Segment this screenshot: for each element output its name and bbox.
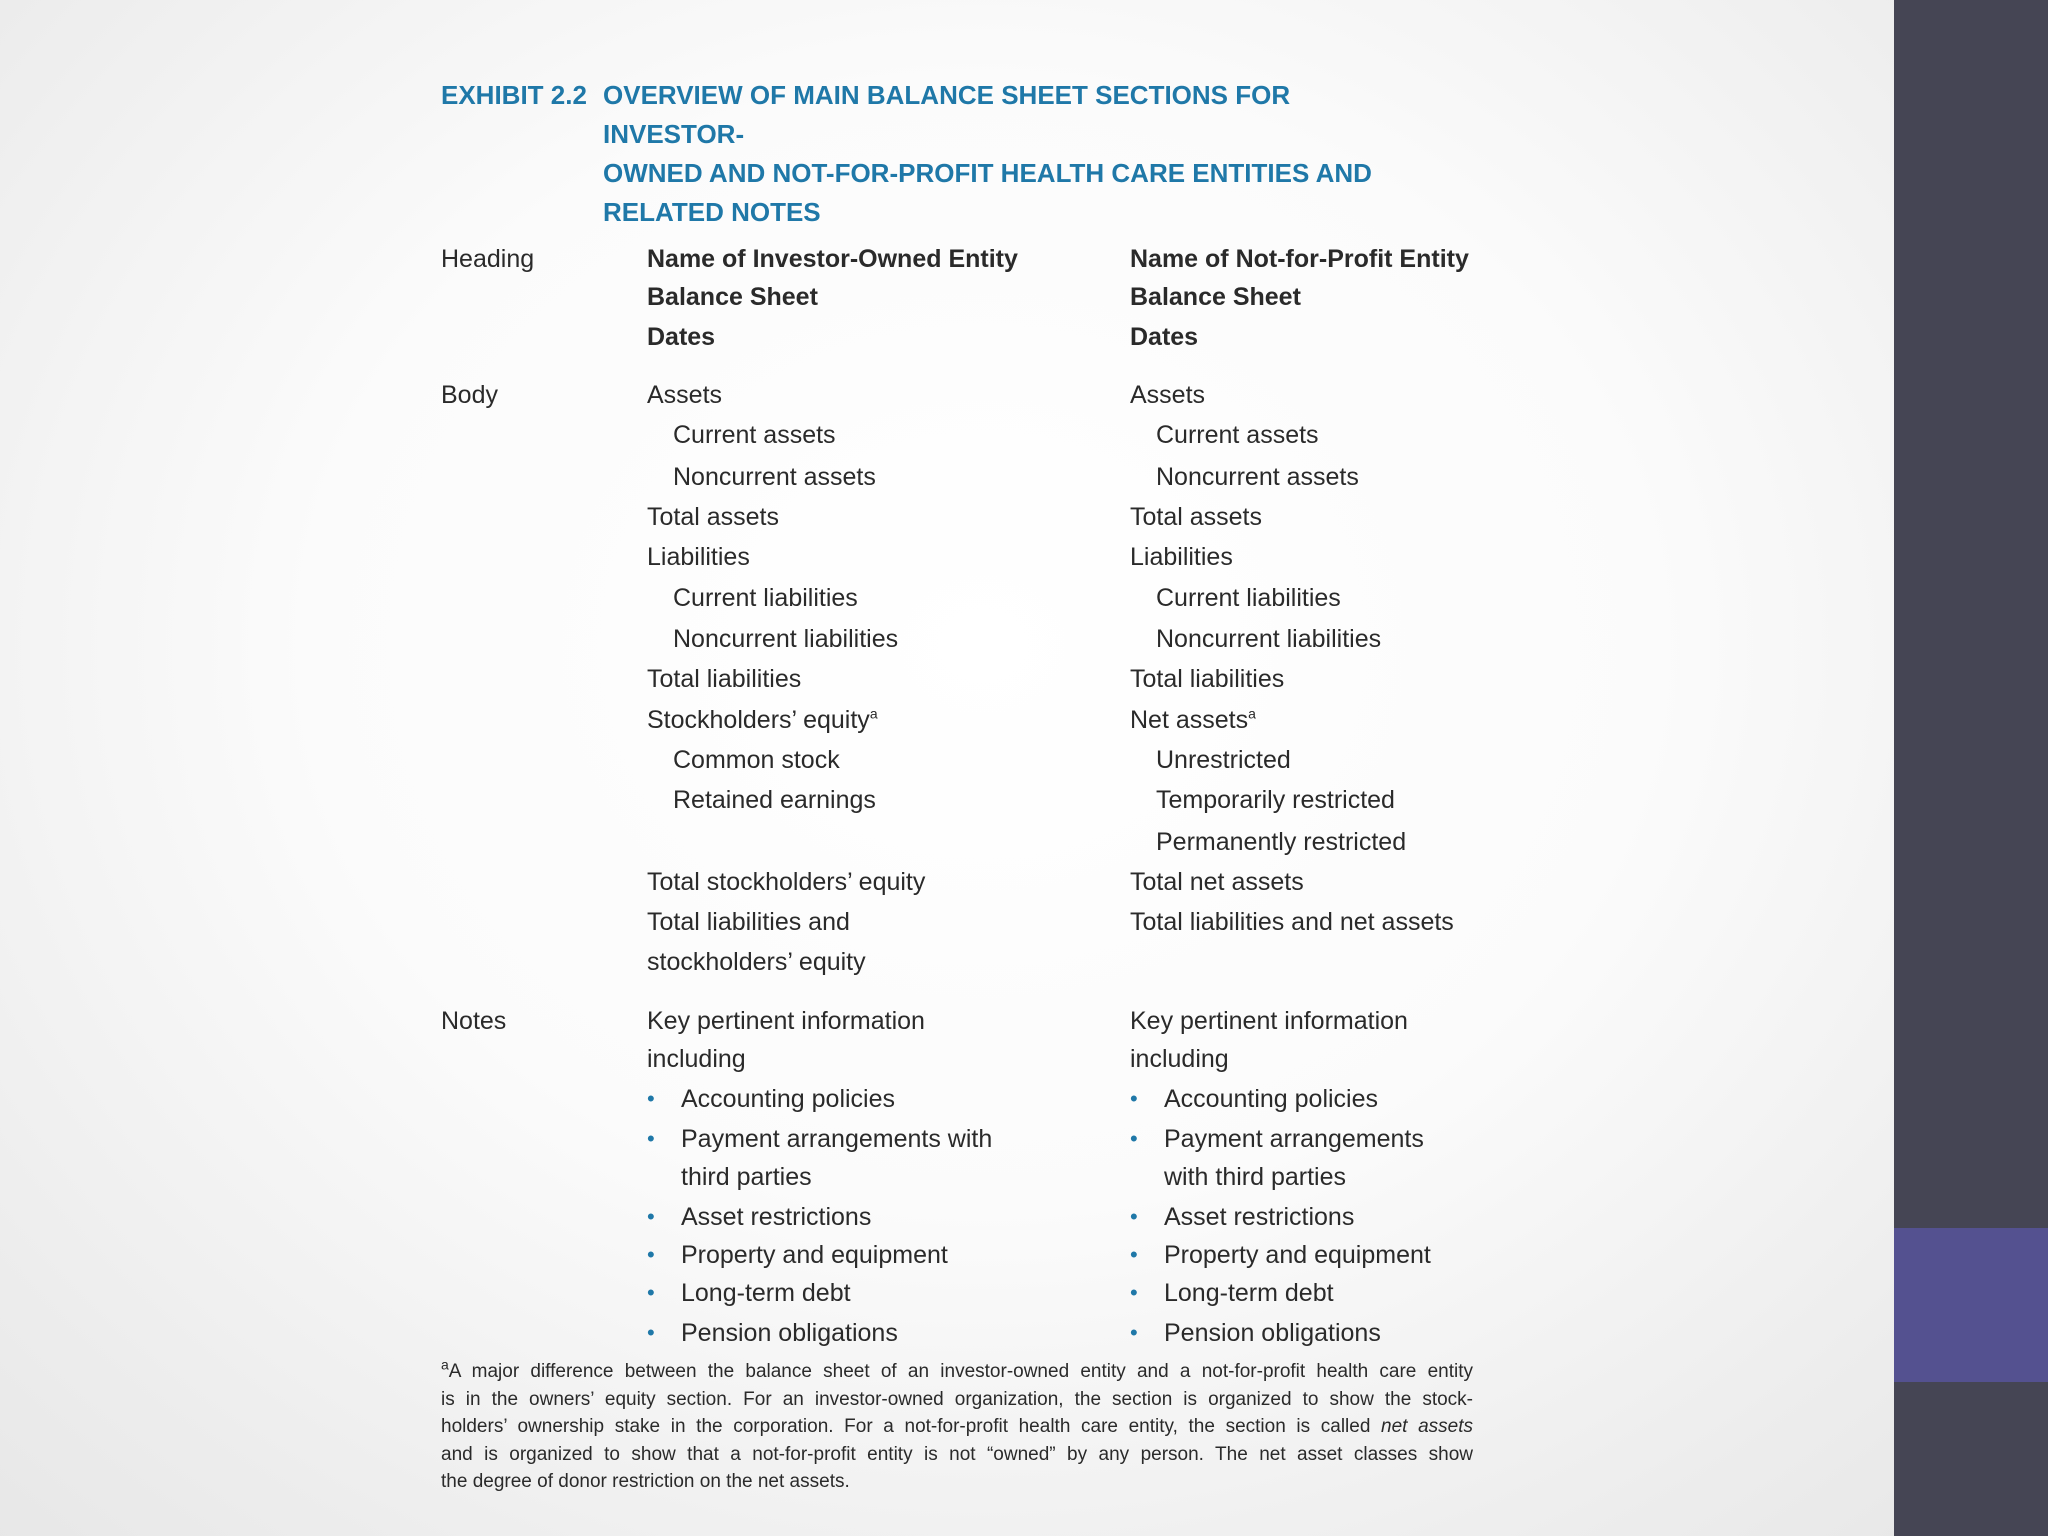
- investor-note-debt: Long-term debt: [681, 1279, 851, 1307]
- investor-equity: [647, 705, 878, 735]
- nonprofit-note-pension: Pension obligations: [1164, 1319, 1381, 1347]
- nonprofit-unrestricted: Unrestricted: [1156, 746, 1291, 774]
- nonprofit-heading-name: Name of Not-for-Profit Entity: [1130, 245, 1469, 273]
- nonprofit-net-assets-footnote-marker: a: [1248, 705, 1256, 722]
- bullet-icon: •: [1130, 1086, 1138, 1111]
- investor-notes-intro-2: including: [647, 1045, 746, 1073]
- nonprofit-current-assets: Current assets: [1156, 421, 1319, 449]
- investor-current-liabilities: Current liabilities: [673, 584, 858, 612]
- nonprofit-total-liabilities: Total liabilities: [1130, 665, 1285, 693]
- nonprofit-total-net-assets: Total net assets: [1130, 868, 1304, 896]
- investor-note-accounting: Accounting policies: [681, 1085, 896, 1113]
- footnote-line-4: and is organized to show that a not-for-profit entity is not “owned” by any person. The net asset classes show: [441, 1443, 1473, 1465]
- bullet-icon: •: [1130, 1320, 1138, 1345]
- investor-equity-label: Stockholders’ equity: [647, 706, 870, 734]
- investor-note-pension: Pension obligations: [681, 1319, 898, 1347]
- footnote-line-5: the degree of donor restriction on the net assets.: [441, 1471, 850, 1492]
- footnote-line-1-text: A major difference between the balance sheet of an investor-owned entity and a not-for-profit health care entity: [448, 1361, 1473, 1382]
- section-label-notes: Notes: [441, 1007, 507, 1035]
- investor-total-liab-equity-line-2: stockholders’ equity: [647, 948, 866, 976]
- nonprofit-net-assets: [1130, 705, 1256, 735]
- nonprofit-noncurrent-assets: Noncurrent assets: [1156, 463, 1359, 491]
- bullet-icon: •: [647, 1204, 655, 1229]
- investor-total-liab-equity-line-1: Total liabilities and: [647, 908, 850, 936]
- nonprofit-notes-intro-1: Key pertinent information: [1130, 1007, 1408, 1035]
- nonprofit-permanently-restricted: Permanently restricted: [1156, 828, 1407, 856]
- investor-total-liabilities: Total liabilities: [647, 665, 802, 693]
- bullet-icon: •: [647, 1242, 655, 1267]
- investor-note-asset-restrictions: Asset restrictions: [681, 1203, 872, 1231]
- exhibit-title-line-3: RELATED NOTES: [603, 197, 821, 227]
- nonprofit-note-payment-2: with third parties: [1164, 1163, 1347, 1191]
- investor-total-assets: Total assets: [647, 503, 780, 531]
- investor-heading-dates: Dates: [647, 323, 716, 351]
- nonprofit-total-liab-net-assets: Total liabilities and net assets: [1130, 908, 1454, 936]
- footnote-line-3: [441, 1413, 1473, 1441]
- investor-heading-name: Name of Investor-Owned Entity: [647, 245, 1018, 273]
- nonprofit-liabilities: Liabilities: [1130, 543, 1233, 571]
- exhibit-title-line-2: OWNED AND NOT-FOR-PROFIT HEALTH CARE ENTITIES AND: [603, 158, 1372, 188]
- bullet-icon: •: [647, 1320, 655, 1345]
- bullet-icon: •: [1130, 1126, 1138, 1151]
- bullet-icon: •: [647, 1280, 655, 1305]
- investor-total-equity: Total stockholders’ equity: [647, 868, 926, 896]
- footnote-marker: a: [441, 1356, 449, 1373]
- investor-notes-intro-1: Key pertinent information: [647, 1007, 925, 1035]
- nonprofit-current-liabilities: Current liabilities: [1156, 584, 1341, 612]
- footnote-line-1: [441, 1358, 1473, 1386]
- investor-heading-statement: Balance Sheet: [647, 283, 818, 311]
- footnote-line-3-emphasis: net assets: [1381, 1416, 1474, 1437]
- nonprofit-note-payment-1: Payment arrangements: [1164, 1125, 1424, 1153]
- investor-assets: Assets: [647, 381, 723, 409]
- investor-retained-earnings: Retained earnings: [673, 786, 876, 814]
- investor-liabilities: Liabilities: [647, 543, 750, 571]
- section-label-body: Body: [441, 381, 498, 409]
- investor-equity-footnote-marker: a: [869, 705, 878, 722]
- nonprofit-note-debt: Long-term debt: [1164, 1279, 1334, 1307]
- footnote: [441, 1358, 1473, 1496]
- nonprofit-note-asset-restrictions: Asset restrictions: [1164, 1203, 1355, 1231]
- bullet-icon: •: [1130, 1280, 1138, 1305]
- investor-note-payment-2: third parties: [681, 1163, 812, 1191]
- bullet-icon: •: [647, 1086, 655, 1111]
- nonprofit-heading-dates: Dates: [1130, 323, 1199, 351]
- section-label-heading: Heading: [441, 245, 535, 273]
- investor-noncurrent-liabilities: Noncurrent liabilities: [673, 625, 899, 653]
- nonprofit-note-accounting: Accounting policies: [1164, 1085, 1379, 1113]
- nonprofit-total-assets: Total assets: [1130, 503, 1263, 531]
- nonprofit-net-assets-label: Net assets: [1130, 706, 1249, 734]
- investor-current-assets: Current assets: [673, 421, 836, 449]
- investor-note-property: Property and equipment: [681, 1241, 948, 1269]
- nonprofit-temporarily-restricted: Temporarily restricted: [1156, 786, 1395, 814]
- nonprofit-assets: Assets: [1130, 381, 1206, 409]
- nonprofit-note-property: Property and equipment: [1164, 1241, 1431, 1269]
- side-accent-block: [1894, 1228, 2048, 1382]
- exhibit-label: EXHIBIT 2.2: [441, 80, 587, 110]
- nonprofit-heading-statement: Balance Sheet: [1130, 283, 1301, 311]
- bullet-icon: •: [1130, 1242, 1138, 1267]
- exhibit-title-line-1: OVERVIEW OF MAIN BALANCE SHEET SECTIONS FOR INVESTOR-: [603, 80, 1291, 149]
- nonprofit-noncurrent-liabilities: Noncurrent liabilities: [1156, 625, 1382, 653]
- footnote-line-3-text: holders’ ownership stake in the corporation. For a not-for-profit health care entity, the section is called: [441, 1416, 1371, 1437]
- nonprofit-notes-intro-2: including: [1130, 1045, 1229, 1073]
- bullet-icon: •: [1130, 1204, 1138, 1229]
- investor-noncurrent-assets: Noncurrent assets: [673, 463, 876, 491]
- footnote-line-2: is in the owners’ equity section. For an investor-owned organization, the section is organized to show the stock-: [441, 1388, 1473, 1410]
- investor-common-stock: Common stock: [673, 746, 840, 774]
- investor-note-payment-1: Payment arrangements with: [681, 1125, 993, 1153]
- exhibit-title: [441, 76, 1521, 232]
- bullet-icon: •: [647, 1126, 655, 1151]
- exhibit-heading: [603, 76, 1423, 232]
